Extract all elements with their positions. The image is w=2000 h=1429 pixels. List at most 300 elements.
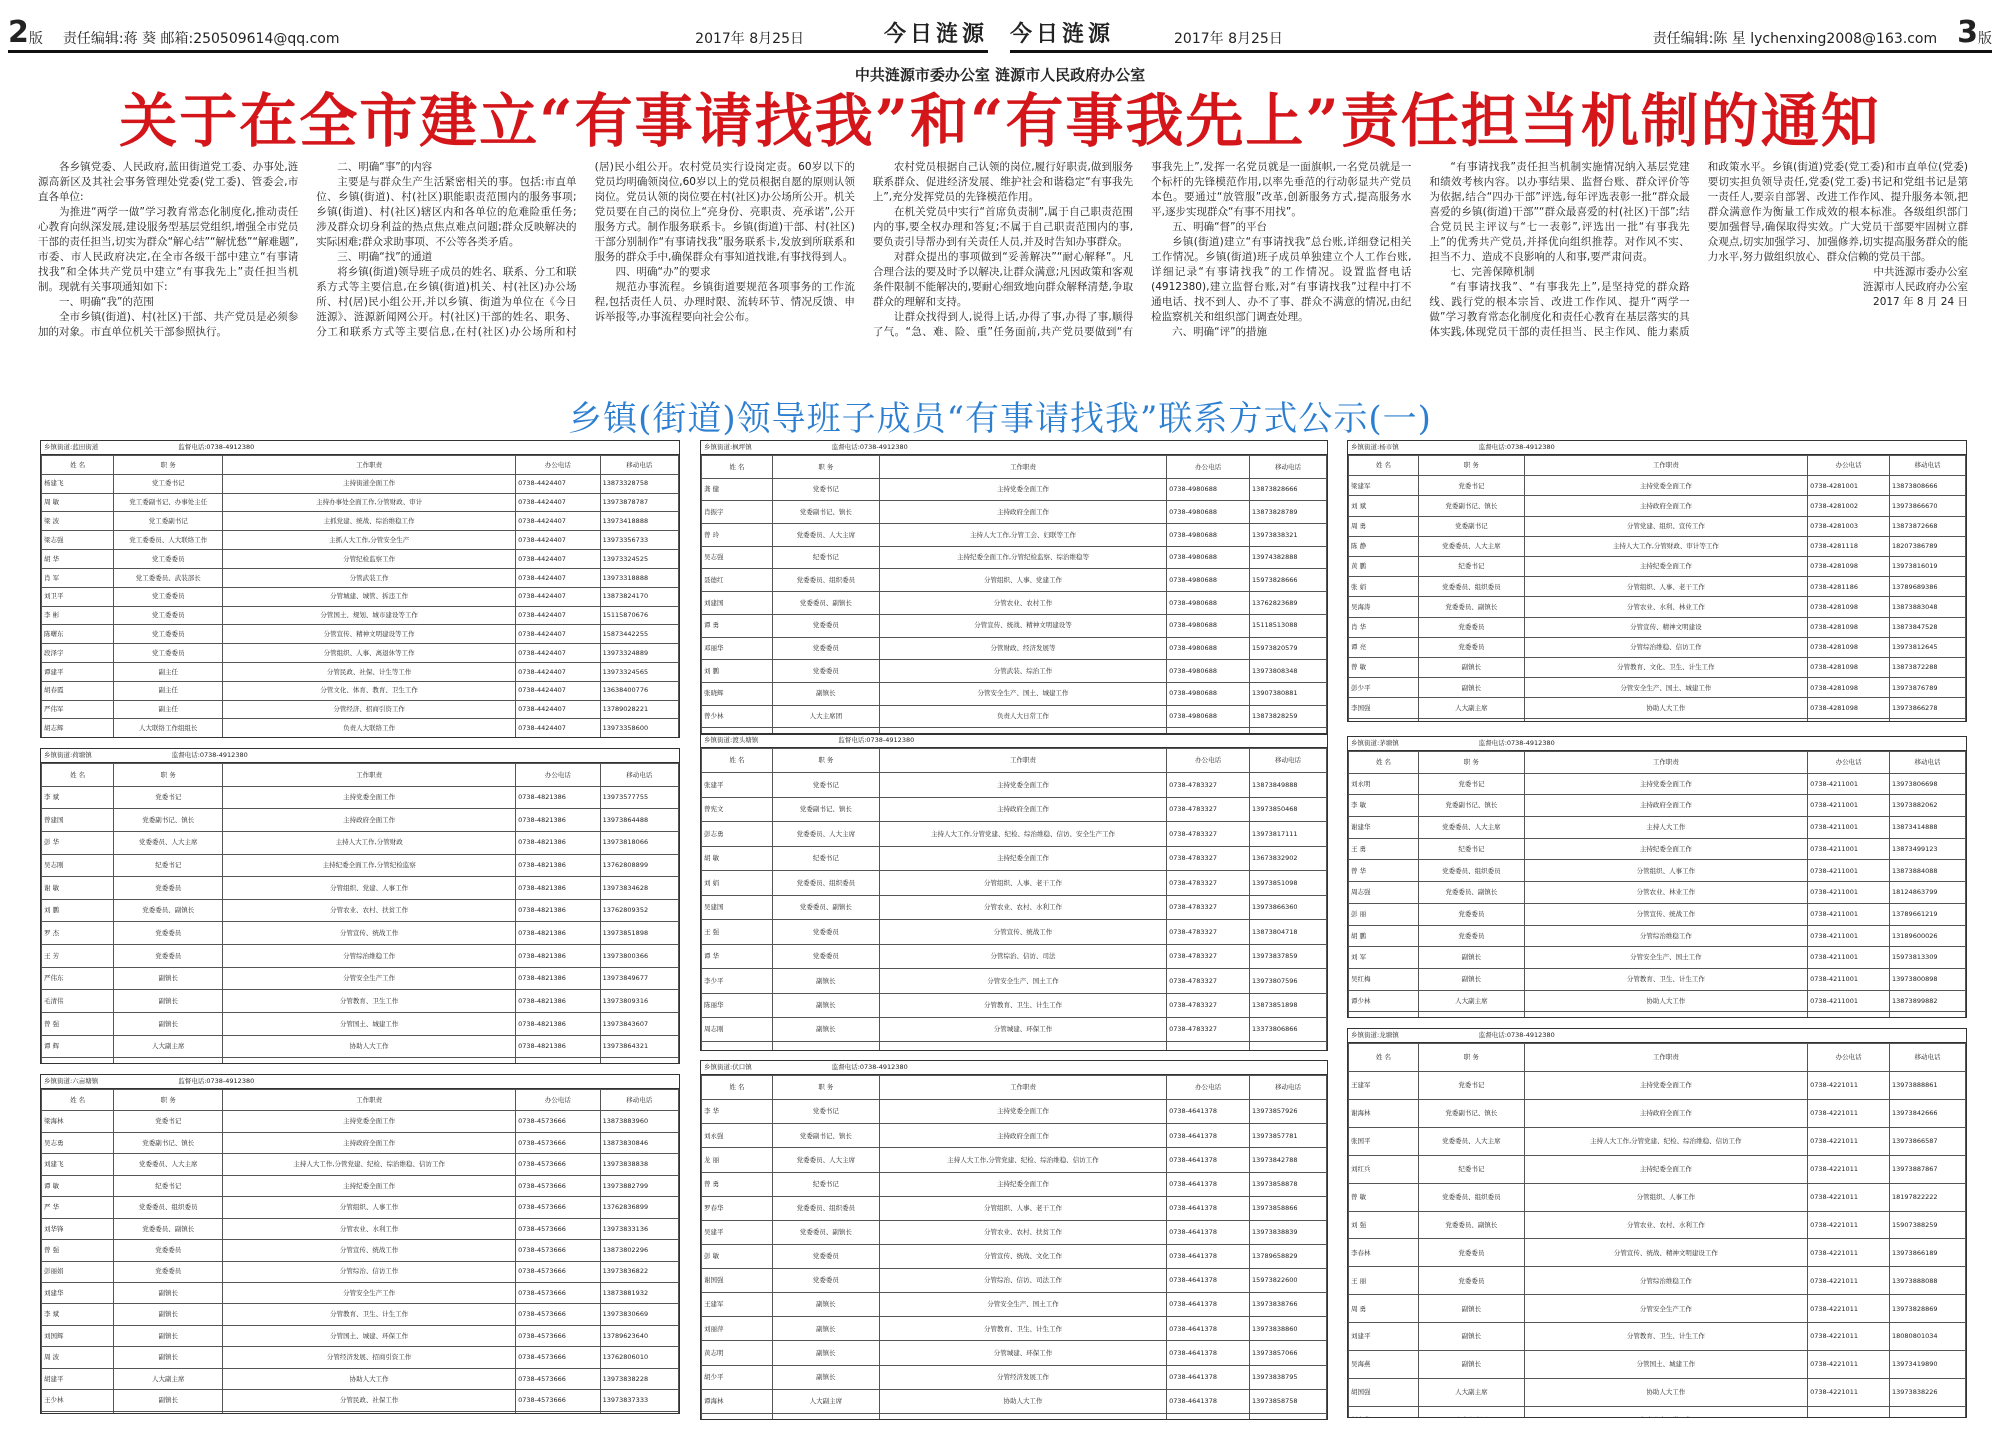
name-cell: 张国平 [1349,1127,1419,1155]
mobile-phone-cell: 13973800366 [600,945,678,968]
contact-table [40,748,680,1064]
name-cell: 王建军 [1349,1071,1419,1099]
mobile-phone-cell: 13789623640 [600,1325,678,1346]
duty-cell: 分管农业、农村、水利工作 [1524,1211,1808,1239]
name-cell: 彭丽娟 [42,1261,114,1282]
mobile-phone-cell: 15973820579 [1250,637,1327,660]
mobile-phone-cell: 13873872288 [1890,658,1966,678]
mobile-phone-cell: 13973828869 [1890,1295,1966,1323]
table-row [702,546,1327,569]
duty-cell [879,1413,1166,1420]
table-row [1349,496,1966,516]
monitor-phone: 监督电话:0738-4912380 [1478,443,1555,452]
mobile-phone-cell: 13973838321 [1250,524,1327,547]
office-phone-cell: 0738-4211001 [1808,860,1890,882]
duty-cell: 主持人大工作 [1524,817,1808,839]
position-cell: 党委委员、组织委员 [772,569,879,592]
name-cell: 曾 强 [42,1240,114,1261]
office-phone-cell: 0738-4980688 [1167,592,1250,615]
duty-cell: 主持党委全面工作 [223,786,516,809]
office-phone-cell: 0738-4783327 [1167,1017,1250,1041]
mobile-phone-cell: 13973864488 [600,809,678,832]
office-phone-cell: 0738-4783327 [1167,920,1250,944]
mobile-phone-cell: 13873884088 [1890,860,1966,882]
position-cell: 党委委员、人大主席 [114,1154,223,1175]
name-cell: 李春林 [1349,1239,1419,1267]
mobile-phone-cell: 13973858866 [1250,1196,1327,1220]
office-phone-cell: 0738-4821386 [516,899,600,922]
duty-cell: 分管宣传、统战工作 [223,922,516,945]
position-cell: 党委委员 [772,944,879,968]
position-cell: 党委书记 [114,1111,223,1132]
position-cell: 党委副书记、镇长 [772,501,879,524]
office-phone-cell: 0738-4783327 [1167,969,1250,993]
column-header: 移动电话 [600,764,678,787]
table-row [1349,968,1966,990]
table-row [42,493,679,512]
duty-cell: 主抓人大工作,分管安全生产 [223,531,516,550]
name-cell: 谭少林 [1349,990,1419,1012]
table-row [42,719,679,738]
position-cell: 党委委员、副镇长 [114,1218,223,1239]
position-cell: 党委委员、人大主席 [772,1148,879,1172]
position-cell [114,1411,223,1414]
table-row [42,587,679,606]
office-phone-cell: 0738-4424407 [516,587,600,606]
table-row [42,1197,679,1218]
contact-table [700,440,1328,735]
unit-name: 乡镇街道:伏口镇 [704,1063,752,1072]
mobile-phone-cell: 13973882062 [1890,795,1966,817]
unit-name: 乡镇街道:渡头塘镇 [704,736,759,745]
position-cell: 副镇长 [772,1017,879,1041]
position-cell: 副镇长 [1419,1323,1525,1351]
office-phone-cell: 0738-4211001 [1808,925,1890,947]
office-phone-cell: 0738-4221011 [1808,1379,1890,1407]
name-cell: 谭 华 [702,944,773,968]
name-cell: 王 丽 [1349,1267,1419,1295]
name-cell: 周 勇 [1349,516,1419,536]
name-cell: 严 华 [42,1197,114,1218]
table-row [42,568,679,587]
name-cell: 刘 强 [1349,1211,1419,1239]
table-row [42,1175,679,1196]
position-cell: 党工委委员、人大联络工作 [114,531,223,550]
mobile-phone-cell: 13873847528 [1890,617,1966,637]
position-cell: 党委委员 [772,1244,879,1268]
position-cell: 党委委员、人大主席 [772,524,879,547]
table-row [42,1261,679,1282]
office-phone-cell: 0738-4221011 [1808,1099,1890,1127]
mobile-phone-cell: 13973418888 [600,512,678,531]
duty-cell: 主持纪委全面工作 [1524,838,1808,860]
position-cell: 党委副书记 [1419,516,1525,536]
office-phone-cell: 0738-4211001 [1808,795,1890,817]
table-row [1349,1323,1966,1351]
duty-cell [1524,1406,1808,1418]
column-header: 工作职责 [223,764,516,787]
article-paragraph: “有事请找我”责任担当机制实施情况纳入基层党建和绩效考核内容。以办事结果、监督台账、群众评价等为依据,结合“四办干部”评选,每年评选表彰一批“群众最喜爱的乡镇(街道)干部”“群众最喜爱的村(社区)干部”;结合党员民主评议与“七一表彰”,评选出一批“有事我先上”的优秀共产党员,并择优向组织推荐。对作风不实、担当不力、造成不良影响的人和事,要严肃问责。 [1429,161,1690,263]
table-row [42,474,679,493]
position-cell: 人大副主席 [1419,1379,1525,1407]
mobile-phone-cell: 18080801034 [1890,1323,1966,1351]
office-phone-cell [1808,1012,1890,1018]
table-row [1349,476,1966,496]
duty-cell: 协助人大工作 [879,1389,1166,1413]
position-cell: 人大副主席 [1419,990,1525,1012]
mobile-phone-cell: 13873802296 [600,1240,678,1261]
name-cell: 刘 军 [1349,947,1419,969]
name-cell: 王 勇 [1349,838,1419,860]
duty-cell: 分管组织、人事、党建工作 [879,569,1166,592]
position-cell: 副镇长 [114,1013,223,1036]
duty-cell: 分管宣传、统战、精神文明建设等 [879,614,1166,637]
mobile-phone-cell: 13973324565 [600,662,678,681]
duty-cell: 分管安全生产、国土工作 [1524,947,1808,969]
duty-cell: 主持政府全面工作 [879,797,1166,821]
mobile-phone-cell: 13973888088 [1890,1267,1966,1295]
name-cell: 张晓辉 [702,682,773,705]
column-header-row [42,764,679,787]
table-row [42,877,679,900]
position-cell: 副镇长 [1419,1351,1525,1379]
table-row [42,1411,679,1414]
table-row [702,822,1327,846]
table-header-line [701,734,1327,748]
name-cell: 李国强 [1349,698,1419,718]
table-row [42,1218,679,1239]
mobile-phone-cell: 13973866278 [1890,698,1966,718]
unit-name: 乡镇街道:杨市镇 [1351,443,1399,452]
office-phone-cell: 0738-4573666 [516,1282,600,1303]
name-cell: 罗 杰 [42,922,114,945]
column-header: 工作职责 [879,749,1166,773]
position-cell: 党工委书记 [114,474,223,493]
table-header-line [41,1075,679,1089]
name-cell: 周志强 [1349,882,1419,904]
mobile-phone-cell: 13973857926 [1250,1100,1327,1124]
position-cell: 纪委书记 [1419,1155,1525,1183]
position-cell: 党工委委员 [114,625,223,644]
name-cell: 李 斌 [42,786,114,809]
duty-cell: 协助人大工作 [1524,990,1808,1012]
name-cell: 吴海涛 [1349,597,1419,617]
name-cell: 周 敏 [42,493,114,512]
column-header-row [42,1090,679,1111]
issuing-office: 中共涟源市委办公室 涟源市人民政府办公室 [854,66,1146,84]
table-header-line [41,749,679,763]
table-row [42,809,679,832]
duty-cell: 主持人大工作,分管工会、妇联等工作 [879,524,1166,547]
office-phone-cell: 0738-4821386 [516,967,600,990]
position-cell: 党委委员 [114,922,223,945]
mobile-phone-cell [1890,1406,1966,1418]
name-cell: 陈 静 [1349,536,1419,556]
position-cell: 党委委员、副镇长 [1419,597,1525,617]
office-phone-cell: 0738-4641378 [1167,1124,1250,1148]
mobile-phone-cell [1890,1012,1966,1018]
table-row [702,895,1327,919]
banner-title: 今日涟源 [883,21,988,47]
duty-cell: 分管宣传、统战、精神文明建设工作 [1524,1239,1808,1267]
duty-cell: 分管城建、环保工作 [879,1017,1166,1041]
column-header-row [702,749,1327,773]
mobile-phone-cell: 13973838838 [600,1154,678,1175]
duty-cell: 分管教育、卫生、计生工作 [879,993,1166,1017]
table-header-line [41,441,679,455]
position-cell: 人大主席团 [772,705,879,728]
banner-title: 今日涟源 [1010,21,1115,47]
table-row [1349,1239,1966,1267]
office-phone-cell: 0738-4821386 [516,1013,600,1036]
table-row [702,660,1327,683]
table-row [42,1325,679,1346]
mobile-phone-cell: 13973878787 [600,493,678,512]
mobile-phone-cell: 13973806698 [1890,773,1966,795]
position-cell [1419,1406,1525,1418]
column-header: 办公电话 [1167,749,1250,773]
duty-cell: 主持人大工作,分管党建、纪检、综治维稳、信访工作 [223,1154,516,1175]
office-phone-cell: 0738-4424407 [516,662,600,681]
name-cell: 李少平 [702,969,773,993]
office-phone-cell: 0738-4221011 [1808,1127,1890,1155]
office-phone-cell: 0738-4281098 [1808,698,1890,718]
position-cell: 党委委员、副镇长 [772,592,879,615]
column-header: 办公电话 [1808,752,1890,774]
position-cell: 党委书记 [772,478,879,501]
office-phone-cell: 0738-4783327 [1167,895,1250,919]
duty-cell: 分管城建、环保工作 [879,1341,1166,1365]
unit-name: 乡镇街道:枫坪镇 [704,443,752,452]
position-cell [772,1042,879,1051]
duty-cell: 分管组织、党建、人事工作 [223,877,516,900]
mobile-phone-cell: 13973842666 [1890,1099,1966,1127]
name-cell: 谭建平 [42,662,114,681]
article-paragraph: 为推进“两学一做”学习教育常态化制度化,推动责任心教育向纵深发展,建设服务型基层党组织,增强全市党员干部的责任担当,切实为群众“解心结”“解忧愁”“解难题”,市委、市人民政府决定,在全市各级干部中建立“有事请找我”和全体共产党员中建立“有事我先上”责任担当机制。现就有关事项通知如下: [38,206,299,293]
mobile-phone-cell: 13973812645 [1890,637,1966,657]
duty-cell: 主持纪委全面工作 [879,846,1166,870]
table-row [702,797,1327,821]
table-row [1349,637,1966,657]
office-phone-cell: 0738-4211001 [1808,903,1890,925]
table-row [42,990,679,1013]
name-cell: 谢建华 [1349,817,1419,839]
duty-cell: 分管组织、人事、老干工作 [1524,577,1808,597]
table-row [42,967,679,990]
office-phone-cell: 0738-4424407 [516,474,600,493]
position-cell: 副镇长 [114,967,223,990]
office-phone-cell [516,1058,600,1064]
duty-cell: 分管综治、信访、司法 [879,944,1166,968]
name-cell: 吴建平 [702,1220,773,1244]
office-phone-cell: 0738-4783327 [1167,993,1250,1017]
table-header-line [1348,441,1966,455]
mobile-phone-cell: 13973807596 [1250,969,1327,993]
monitor-phone: 监督电话:0738-4912380 [838,736,915,745]
page-suffix: 版 [28,31,43,47]
headline: 关于在全市建立“有事请找我”和“有事我先上”责任担当机制的通知 [119,87,1881,155]
name-cell: 王 芳 [42,945,114,968]
position-cell: 副镇长 [1419,678,1525,698]
position-cell: 副镇长 [1419,968,1525,990]
column-header: 职 务 [1419,752,1525,774]
contact-table [700,733,1328,1051]
mobile-phone-cell: 13873499123 [1890,838,1966,860]
mobile-phone-cell: 13873830846 [600,1132,678,1153]
duty-cell: 分管宣传、统战工作 [1524,903,1808,925]
article-paragraph: 二、明确“事”的内容 [337,161,433,173]
mobile-phone-cell: 13873851898 [1250,993,1327,1017]
name-cell: 胡 鹏 [1349,925,1419,947]
table-row [702,1017,1327,1041]
table-row [42,1013,679,1036]
issue-date: 2017年 8月25日 [695,31,804,47]
mobile-phone-cell: 13789661219 [1890,903,1966,925]
monitor-phone: 监督电话:0738-4912380 [1478,739,1555,748]
mobile-phone-cell: 13638400776 [600,681,678,700]
duty-cell: 主持人大工作,分管党建、纪检、综治维稳、信访工作 [1524,1127,1808,1155]
mobile-phone-cell: 13973850468 [1250,797,1327,821]
column-header: 移动电话 [600,456,678,475]
name-cell: 陈丽华 [702,993,773,1017]
name-cell: 谭 勇 [702,614,773,637]
duty-cell: 分管武装、综治工作 [879,660,1166,683]
name-cell: 肖 军 [42,568,114,587]
duty-cell: 分管综治维稳工作 [1524,925,1808,947]
table-row [702,478,1327,501]
office-phone-cell: 0738-4281098 [1808,557,1890,577]
office-phone-cell: 0738-4573666 [516,1325,600,1346]
table-row [702,1220,1327,1244]
duty-cell: 主抓党建、统战、综治维稳工作 [223,512,516,531]
mobile-phone-cell: 13973358600 [600,719,678,738]
mobile-phone-cell: 13973817111 [1250,822,1327,846]
duty-cell [223,1411,516,1414]
duty-cell: 分管民政、社保工作 [223,1390,516,1411]
mobile-phone-cell: 13973838226 [1890,1379,1966,1407]
mobile-phone-cell: 13762806010 [600,1347,678,1368]
mobile-phone-cell: 13762836899 [600,1197,678,1218]
position-cell: 党委委员、人大主席 [1419,536,1525,556]
duty-cell: 分管经济、招商引资工作 [223,700,516,719]
table-row [1349,1351,1966,1379]
table-row [702,1148,1327,1172]
table-row [702,524,1327,547]
mobile-phone-cell: 13873828259 [1250,705,1327,728]
table-row [1349,1211,1966,1239]
column-header: 移动电话 [1250,749,1327,773]
mobile-phone-cell: 13973857781 [1250,1124,1327,1148]
name-cell: 梁建军 [1349,476,1419,496]
mobile-phone-cell: 15973828666 [1250,569,1327,592]
column-header: 工作职责 [223,1090,516,1111]
office-phone-cell: 0738-4573666 [516,1111,600,1132]
name-cell: 刘建华 [42,1282,114,1303]
duty-cell: 主持政府全面工作 [879,1124,1166,1148]
duty-cell: 分管农业、农村、水利工作 [879,895,1166,919]
duty-cell: 分管宣传、统战工作 [879,920,1166,944]
table-row [1349,1183,1966,1211]
name-cell: 谢国强 [702,1269,773,1293]
name-cell: 刘红兵 [1349,1155,1419,1183]
column-header-row [1349,752,1966,774]
name-cell [702,1042,773,1051]
name-cell: 王建军 [702,1293,773,1317]
name-cell [1349,718,1419,722]
position-cell: 党工委委员 [114,550,223,569]
duty-cell: 主持政府全面工作 [223,809,516,832]
table-row [702,1100,1327,1124]
mobile-phone-cell: 13973842788 [1250,1148,1327,1172]
office-phone-cell: 0738-4980688 [1167,478,1250,501]
table-row [1349,617,1966,637]
position-cell: 人大副主席 [772,1389,879,1413]
position-cell: 党委副书记、镇长 [114,809,223,832]
article-paragraph: 对群众提出的事项做到“妥善解决”“耐心解释”。凡合理合法的要及时予以解决,让群众满意;凡因政策和客观条件限制不能解决的,要耐心细致地向群众解释清楚,争取群众的理解和支持。 [872,251,1134,308]
column-header-row [1349,456,1966,476]
duty-cell: 主持党委全面工作 [879,478,1166,501]
office-phone-cell: 0738-4573666 [516,1175,600,1196]
duty-cell: 协助人大工作 [223,1368,516,1389]
position-cell: 副镇长 [772,993,879,1017]
table-row [1349,1379,1966,1407]
position-cell: 党委委员、副镇长 [1419,882,1525,904]
mobile-phone-cell: 13973419890 [1890,1351,1966,1379]
name-cell: 吴志刚 [42,854,114,877]
office-phone-cell: 0738-4783327 [1167,797,1250,821]
mobile-phone-cell: 18197822222 [1890,1183,1966,1211]
mobile-phone-cell: 13789658829 [1250,1244,1327,1268]
table-row [42,644,679,663]
column-header: 姓 名 [702,1076,773,1100]
table-row [42,531,679,550]
name-cell: 杨建飞 [42,474,114,493]
office-phone-cell: 0738-4424407 [516,625,600,644]
office-phone-cell: 0738-4641378 [1167,1172,1250,1196]
office-phone-cell: 0738-4221011 [1808,1071,1890,1099]
name-cell: 龚 健 [702,478,773,501]
duty-cell: 分管综治、信访、司法工作 [879,1269,1166,1293]
table-row [42,922,679,945]
mobile-phone-cell: 13873899882 [1890,990,1966,1012]
masthead-right [1010,0,1992,48]
name-cell: 黄志明 [702,1341,773,1365]
office-phone-cell [1167,1042,1250,1051]
name-cell: 彭志勇 [702,822,773,846]
duty-cell: 分管农业、水利工作 [223,1218,516,1239]
office-phone-cell: 0738-4641378 [1167,1317,1250,1341]
article-paragraph: 主要是与群众生产生活紧密相关的事。包括:市直单位、乡镇(街道)、村(社区)职能职责范围内的服务事项;乡镇(街道)、村(社区)辖区内和各单位的危难险重任务;涉及群众切身利益的热点焦点难点问题;群众反映解决的实际困难;群众求助事项、不公等各类矛盾。 [316,176,577,248]
position-cell: 副镇长 [1419,658,1525,678]
mobile-phone-cell: 13973843607 [600,1013,678,1036]
table-row [42,681,679,700]
table-row [42,512,679,531]
column-header: 移动电话 [1250,456,1327,479]
office-phone-cell: 0738-4424407 [516,568,600,587]
duty-cell [1524,718,1808,722]
position-cell: 党委委员、组织委员 [772,871,879,895]
name-cell: 张建平 [702,773,773,797]
unit-name: 乡镇街道:六亩塘镇 [44,1077,99,1086]
table-row [702,993,1327,1017]
mobile-phone-cell: 13973809316 [600,990,678,1013]
table-row [42,1347,679,1368]
position-cell: 党委委员 [114,1240,223,1261]
table-row [42,1240,679,1261]
duty-cell: 分管安全生产、国土、城建工作 [1524,678,1808,698]
table-header-line [701,441,1327,455]
article-paragraph: 全市乡镇(街道)、村(社区)干部、共产党员是必须参加的对象。市直单位机关干部参照执行。 [38,311,299,338]
